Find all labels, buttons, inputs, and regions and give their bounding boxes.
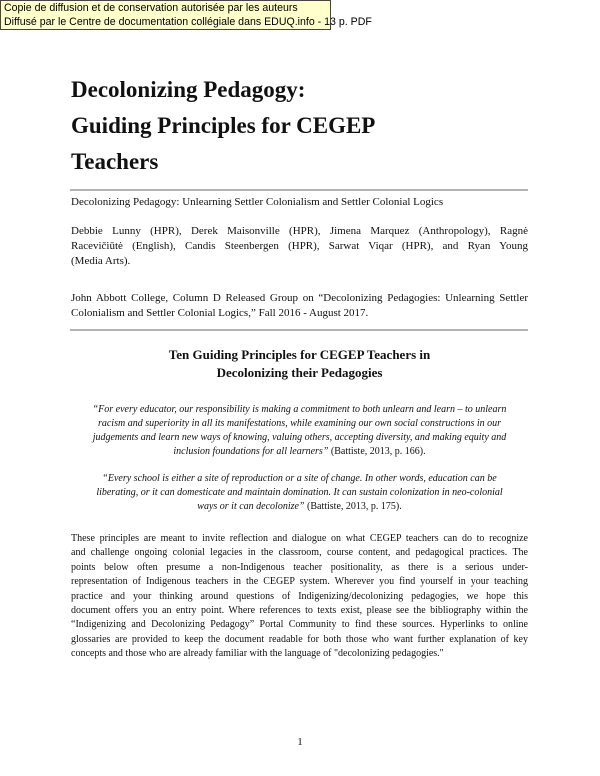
body-line: concepts and those who are already familiar with the language of "decolonizing pedagogies." <box>71 648 444 660</box>
title-divider <box>70 189 528 191</box>
body-line: These principles are meant to invite reflection and dialogue on what CEGEP teachers can do to recognize <box>71 533 528 544</box>
title-line-1: Decolonizing Pedagogy: <box>71 77 306 102</box>
quote-line: “Every school is either a site of reproduction or a site of change. In other words, education can be <box>102 473 497 484</box>
quote-line: racism and superiority in all its manifestations, while examining our own social constructions in our <box>97 418 502 429</box>
title-line-3: Teachers <box>71 149 159 174</box>
subtitle: Decolonizing Pedagogy: Unlearning Settler Colonialism and Settler Colonial Logics <box>71 196 444 208</box>
banner-line-1: Copie de diffusion et de conservation autorisée par les auteurs <box>4 2 298 14</box>
quote-line: “For every educator, our responsibility is making a commitment to both unlearn and learn – to unlearn <box>92 404 507 415</box>
page-number: 1 <box>297 736 303 748</box>
section-heading <box>71 346 528 382</box>
body-line: practice and your thinking around questions of Indigenizing/decolonizing pedagogies, we hope this <box>71 590 528 602</box>
page-title <box>71 72 375 180</box>
section-heading-line-1: Ten Guiding Principles for CEGEP Teachers in <box>168 347 431 362</box>
body-line: and challenge ongoing colonial legacies in the classroom, course content, and pedagogical practices. The <box>71 547 528 559</box>
authors-paragraph <box>71 224 528 269</box>
title-line-2: Guiding Principles for CEGEP <box>71 113 376 138</box>
body-line: document offers you an entry point. Where references to texts exist, please see the bibliography within the <box>71 605 528 617</box>
affiliation-line: John Abbott College, Column D Released Group on “Decolonizing Pedagogies: Unlearning Settler <box>71 292 528 304</box>
quote-line: ways or it can decolonize” <box>197 501 305 512</box>
affiliation-line: Colonialism and Settler Colonial Logics,” Fall 2016 - August 2017. <box>71 307 369 319</box>
affiliation-paragraph <box>71 291 528 321</box>
section-divider <box>70 329 528 331</box>
authors-line: (Media Arts). <box>71 255 131 267</box>
body-line: “Indigenizing and Decolonizing Pedagogy” Portal Community to find these sources. Hyperlinks to online <box>71 619 528 631</box>
body-line: points below often presume a non-Indigenous teacher positionality, as there is a serious under- <box>71 561 528 573</box>
quote-line: liberating, or it can domesticate and maintain domination. It can sustain colonization in neo-colonial <box>96 487 503 498</box>
epigraph-quote-1 <box>71 403 528 459</box>
quote-citation: (Battiste, 2013, p. 175). <box>304 501 402 512</box>
body-line: glossaries are provided to keep the document readable for both those who want further explanation of key <box>71 633 528 645</box>
epigraph-quote-2 <box>71 472 528 514</box>
quote-citation: (Battiste, 2013, p. 166). <box>328 446 426 457</box>
authors-line: Racevičiūtė (English), Candis Steenbergen (HPR), Sarwat Viqar (HPR), and Ryan Young <box>71 240 528 252</box>
authors-line: Debbie Lunny (HPR), Derek Maisonville (HPR), Jimena Marquez (Anthropology), Ragnė <box>71 225 528 237</box>
intro-paragraph <box>71 532 528 662</box>
copyright-banner <box>0 0 372 30</box>
banner-line-2: Diffusé par le Centre de documentation collégiale dans EDUQ.info - 13 p. PDF <box>4 15 372 28</box>
quote-line: judgements and learn new ways of knowing, valuing others, accepting diversity, and making equity and <box>92 432 507 443</box>
quote-line: inclusion foundations for all learners” <box>173 446 329 457</box>
section-heading-line-2: Decolonizing their Pedagogies <box>216 365 383 380</box>
body-line: representation of Indigenous teachers in the CEGEP system. Wherever you find yourself in your teaching <box>71 576 528 588</box>
